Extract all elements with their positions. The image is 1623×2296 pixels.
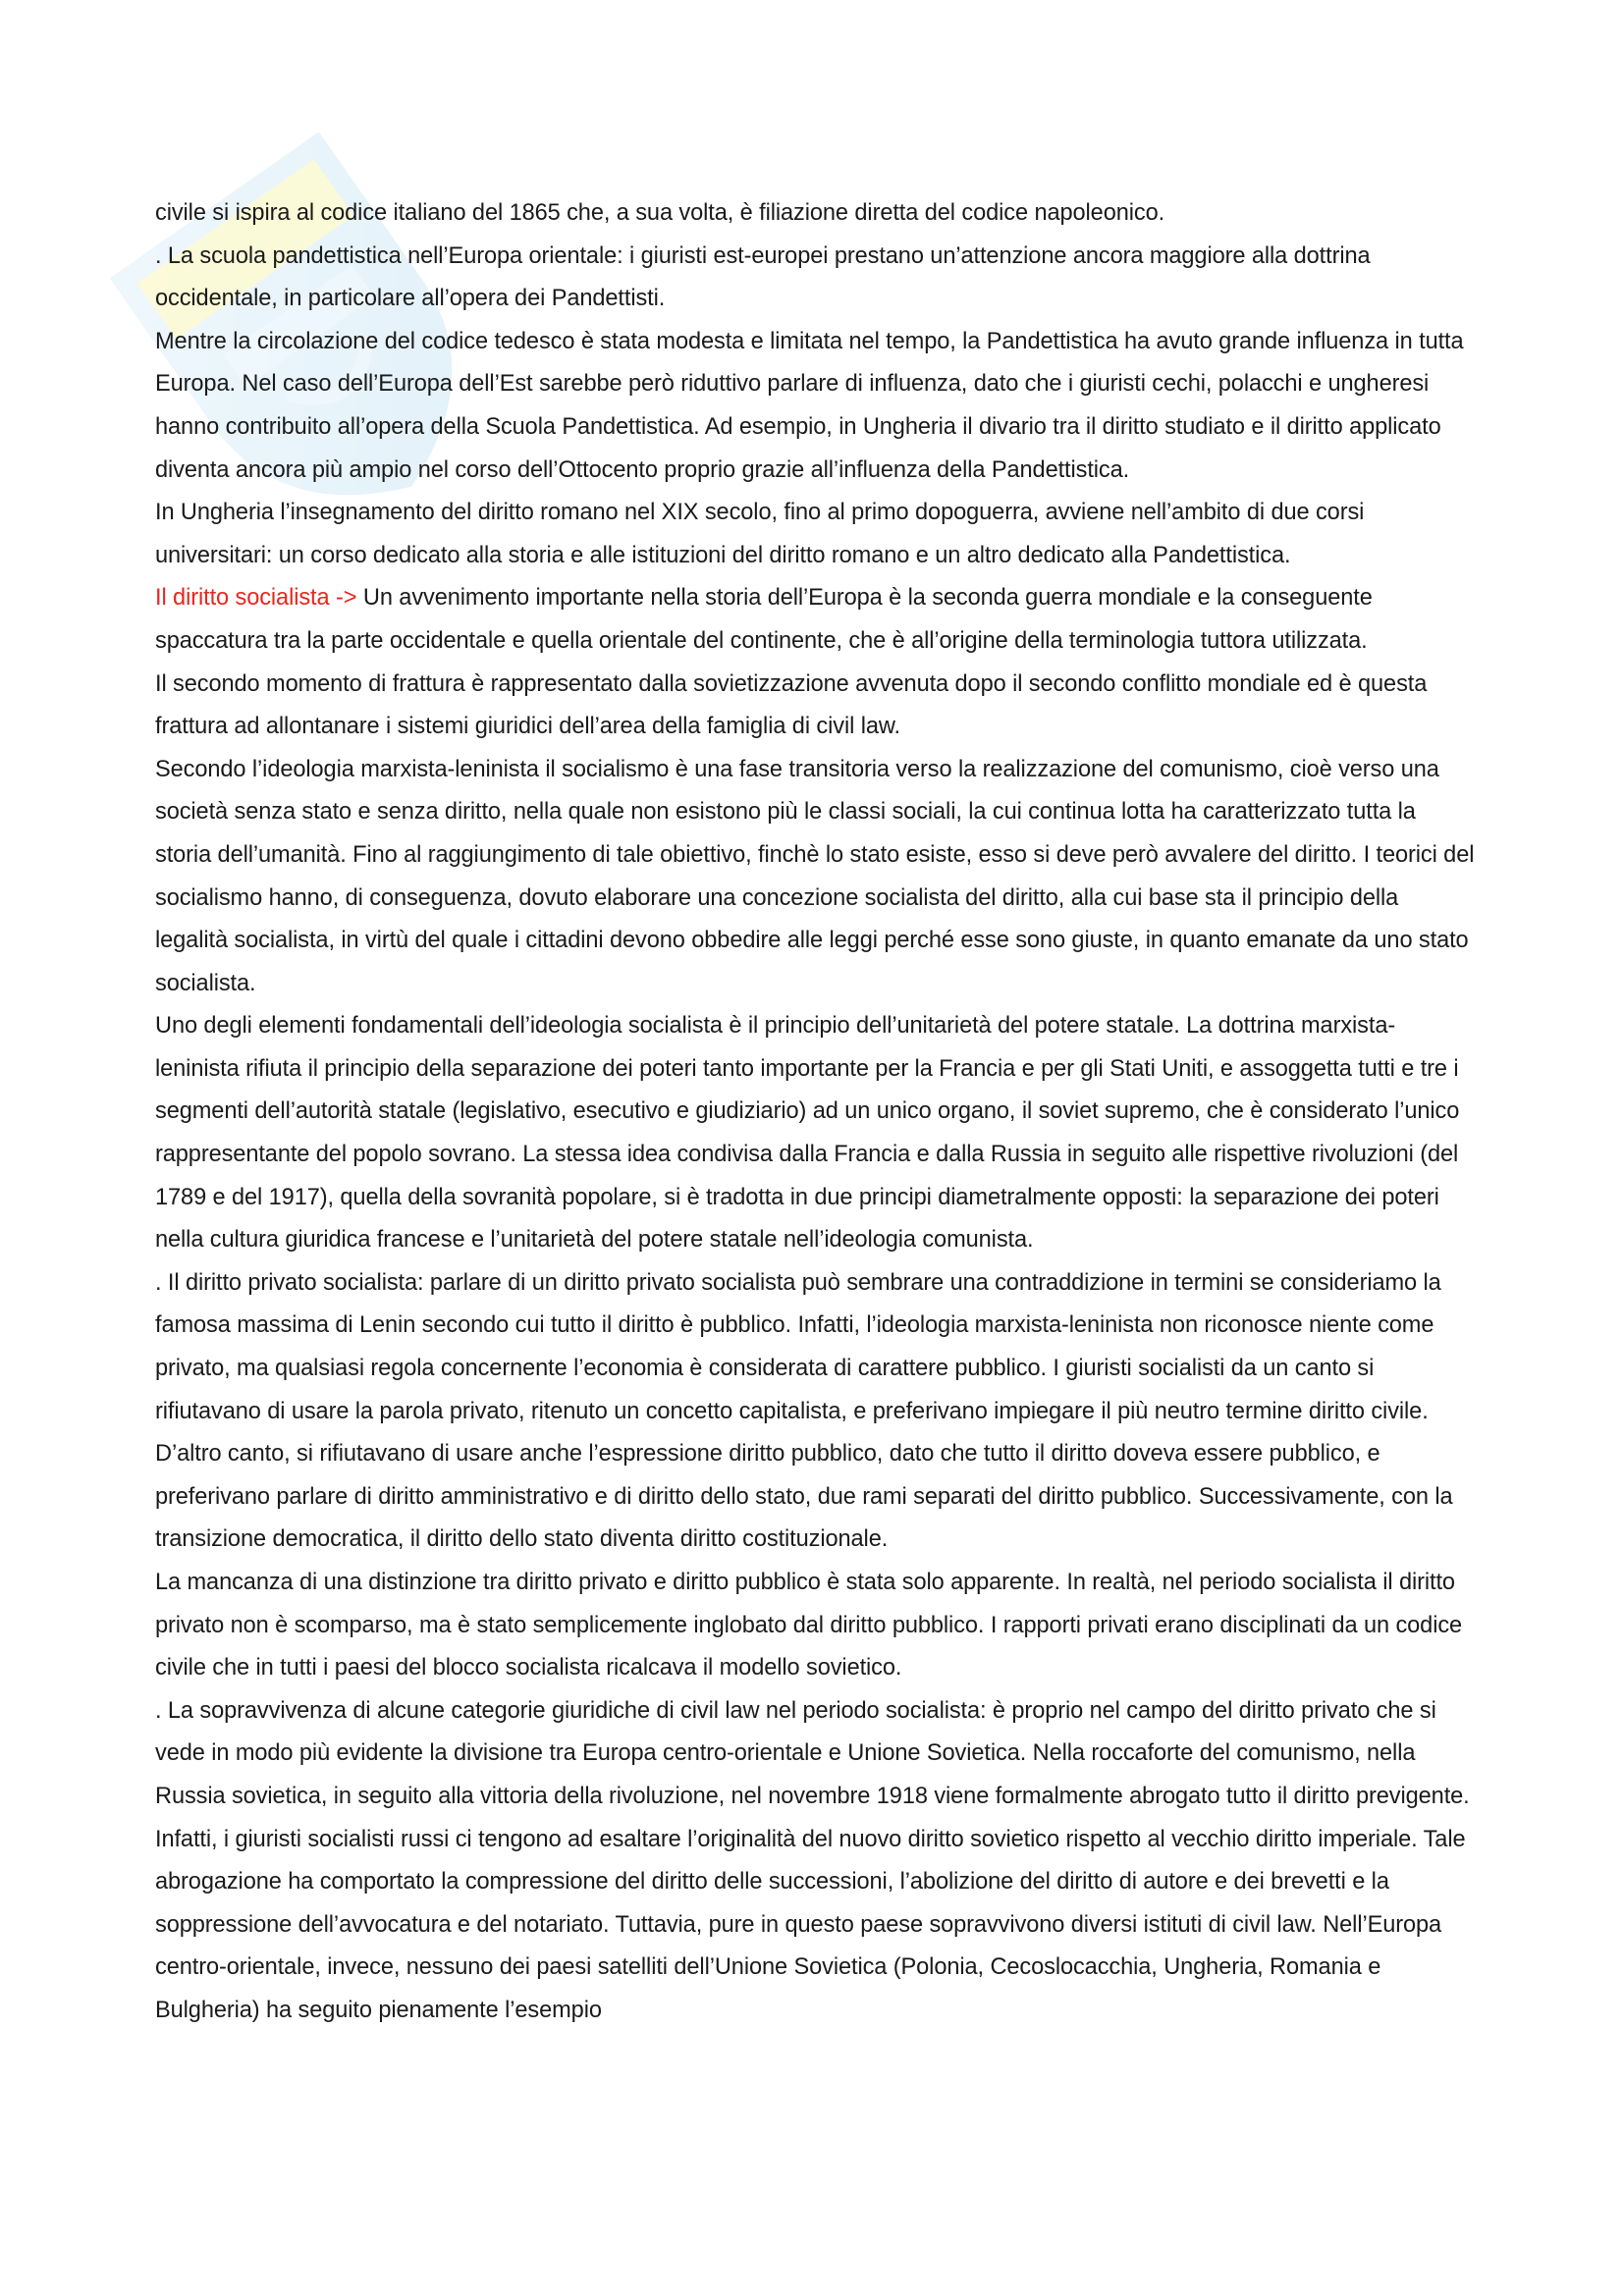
paragraph-7: [155, 749, 1476, 1006]
paragraph-9: [155, 1262, 1476, 1562]
paragraph-11: [155, 1690, 1476, 2033]
paragraph-text: Un avvenimento importante nella storia dell’Europa è la seconda guerra mondiale e la conseguente spaccatura tra la parte occidentale e quella orientale del continente, che è all’origine della terminologia tuttora utilizzata.: [155, 585, 1373, 654]
paragraph-text: . La scuola pandettistica nell’Europa orientale: i giuristi est-europei prestano un’attenzione ancora maggiore alla dottrina occidentale, in particolare all’opera dei Pandettisti.: [155, 242, 1371, 312]
paragraph-text: civile si ispira al codice italiano del 1865 che, a sua volta, è filiazione diretta del codice napoleonico.: [155, 200, 1165, 226]
paragraph-text: In Ungheria l’insegnamento del diritto romano nel XIX secolo, fino al primo dopoguerra, avviene nell’ambito di due corsi universitari: un corso dedicato alla storia e alle istituzioni del diritto romano e un altro dedicato alla Pandettistica.: [155, 500, 1365, 568]
paragraph-3: [155, 321, 1476, 492]
paragraph-6: [155, 664, 1476, 749]
paragraph-10: [155, 1562, 1476, 1690]
paragraph-text: . La sopravvivenza di alcune categorie giuridiche di civil law nel periodo socialista: è proprio nel campo del diritto privato che si vede in modo più evidente la divisione tra Europa centro-orientale e Unione Sovietica. Nella roccaforte del comunismo, nella Russia sovietica, in seguito alla vittoria della rivoluzione, nel novembre 1918 viene formalmente abrogato tutto il diritto previgente. Infatti, i giuristi socialisti russi ci tengono ad esaltare l’originalità del nuovo diritto sovietico rispetto al vecchio diritto imperiale. Tale abrogazione ha comportato la compressione del diritto delle successioni, l’abolizione del diritto di autore e dei brevetti e la soppressione dell’avvocatura e del notariato. Tuttavia, pure in questo paese sopravvivono diversi istituti di civil law. Nell’Europa centro-orientale, invece, nessuno dei paesi satelliti dell’Unione Sovietica (Polonia, Cecoslocacchia, Ungheria, Romania e Bulgheria) ha seguito pienamente l’esempio: [155, 1697, 1470, 2023]
paragraph-text: Il secondo momento di frattura è rappresentato dalla sovietizzazione avvenuta dopo il secondo conflitto mondiale ed è questa frattura ad allontanare i sistemi giuridici dell’area della famiglia di civil law.: [155, 670, 1428, 740]
paragraph-text: Mentre la circolazione del codice tedesco è stata modesta e limitata nel tempo, la Pandettistica ha avuto grande influenza in tutta Europa. Nel caso dell’Europa dell’Est sarebbe però riduttivo parlare di influenza, dato che i giuristi cechi, polacchi e ungheresi hanno contribuito all’opera della Scuola Pandettistica. Ad esempio, in Ungheria il divario tra il diritto studiato e il diritto applicato diventa ancora più ampio nel corso dell’Ottocento proprio grazie all’influenza della Pandettistica.: [155, 328, 1464, 483]
paragraph-8: [155, 1005, 1476, 1262]
paragraph-text: Uno degli elementi fondamentali dell’ideologia socialista è il principio dell’unitarietà del potere statale. La dottrina marxista-leninista rifiuta il principio della separazione dei poteri tanto importante per la Francia e per gli Stati Uniti, e assoggetta tutti e tre i segmenti dell’autorità statale (legislativo, esecutivo e giudiziario) ad un unico organo, il soviet supremo, che è considerato l’unico rappresentante del popolo sovrano. La stessa idea condivisa dalla Francia e dalla Russia in seguito alle rispettive rivoluzioni (del 1789 e del 1917), quella della sovranità popolare, si è tradotta in due principi diametralmente opposti: la separazione dei poteri nella cultura giuridica francese e l’unitarietà del potere statale nell’ideologia comunista.: [155, 1013, 1460, 1254]
document-body: [155, 192, 1476, 2033]
paragraph-text: . Il diritto privato socialista: parlare di un diritto privato socialista può sembrare una contraddizione in termini se consideriamo la famosa massima di Lenin secondo cui tutto il diritto è pubblico. Infatti, l’ideologia marxista-leninista non riconosce niente come privato, ma qualsiasi regola concernente l’economia è considerata di carattere pubblico. I giuristi socialisti da un canto si rifiutavano di usare la parola privato, ritenuto un concetto capitalista, e preferivano impiegare il più neutro termine diritto civile. D’altro canto, si rifiutavano di usare anche l’espressione diritto pubblico, dato che tutto il diritto doveva essere pubblico, e preferivano parlare di diritto amministrativo e di diritto dello stato, due rami separati del diritto pubblico. Successivamente, con la transizione democratica, il diritto dello stato diventa diritto costituzionale.: [155, 1269, 1453, 1553]
paragraph-1: [155, 192, 1476, 236]
paragraph-text: Secondo l’ideologia marxista-leninista il socialismo è una fase transitoria verso la realizzazione del comunismo, cioè verso una società senza stato e senza diritto, nella quale non esistono più le classi sociali, la cui continua lotta ha caratterizzato tutta la storia dell’umanità. Fino al raggiungimento di tale obiettivo, finchè lo stato esiste, esso si deve però avvalere del diritto. I teorici del socialismo hanno, di conseguenza, dovuto elaborare una concezione socialista del diritto, alla cui base sta il principio della legalità socialista, in virtù del quale i cittadini devono obbedire alle leggi perché esse sono giuste, in quanto emanate da uno stato socialista.: [155, 756, 1475, 996]
paragraph-4: [155, 492, 1476, 577]
section-heading-diritto-socialista: Il diritto socialista ->: [155, 585, 357, 612]
paragraph-text: La mancanza di una distinzione tra diritto privato e diritto pubblico è stata solo apparente. In realtà, nel periodo socialista il diritto privato non è scomparso, ma è stato semplicemente inglobato dal diritto pubblico. I rapporti privati erano disciplinati da un codice civile che in tutti i paesi del blocco socialista ricalcava il modello sovietico.: [155, 1570, 1463, 1682]
paragraph-5: [155, 577, 1476, 663]
paragraph-2: [155, 236, 1476, 321]
